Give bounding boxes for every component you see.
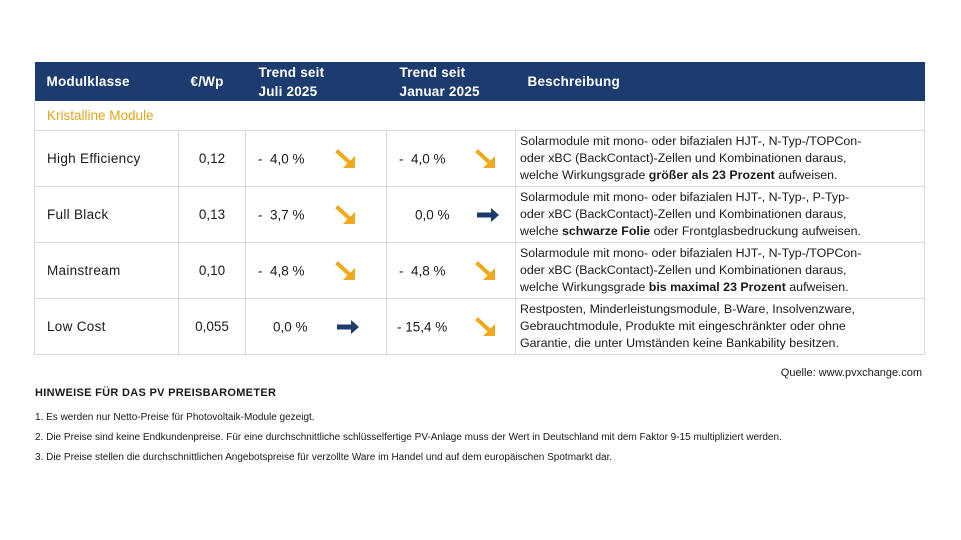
trend-january-cell: [387, 299, 516, 355]
trend-january-value: - 4,8 %: [399, 263, 446, 278]
table-row: [35, 187, 925, 243]
header-trend-july: Trend seit Juli 2025: [246, 62, 387, 101]
notes-title: HINWEISE FÜR DAS PV PREISBAROMETER: [35, 387, 277, 399]
table-row: [35, 243, 925, 299]
description: [516, 131, 925, 187]
trend-july-cell: [246, 187, 387, 243]
arrow-down-right-icon: [335, 205, 359, 225]
trend-july-value: 0,0 %: [273, 319, 308, 334]
section-label: Kristalline Module: [35, 101, 925, 131]
table-row: [35, 131, 925, 187]
trend-july-cell: [246, 299, 387, 355]
arrow-down-right-icon: [475, 317, 499, 337]
description: [516, 299, 925, 355]
description-line: welche Wirkungsgrade bis maximal 23 Prozent aufweisen.: [520, 280, 849, 294]
trend-july-cell: [246, 131, 387, 187]
arrow-down-right-icon: [335, 149, 359, 169]
price-value: 0,055: [179, 299, 246, 355]
table-row: [35, 299, 925, 355]
description-line: oder xBC (BackContact)-Zellen und Kombinationen daraus,: [520, 207, 847, 221]
trend-january-value: - 4,0 %: [399, 151, 446, 166]
arrow-down-right-icon: [335, 261, 359, 281]
price-table: [34, 62, 925, 355]
trend-january-cell: [387, 187, 516, 243]
note-3: 3. Die Preise stellen die durchschnittlichen Angebotspreise für verzollte Ware im Handel und auf dem europäischen Spotmarkt dar.: [35, 452, 613, 463]
arrow-down-right-icon: [475, 149, 499, 169]
trend-january-cell: [387, 243, 516, 299]
description: [516, 243, 925, 299]
arrow-right-icon: [336, 317, 360, 337]
module-class: Full Black: [35, 187, 179, 243]
description-line: Garantie, die unter Umständen keine Bankability besitzen.: [520, 336, 839, 350]
trend-january-cell: [387, 131, 516, 187]
header-class: Modulklasse: [35, 62, 179, 101]
note-2: 2. Die Preise sind keine Endkundenpreise. Für eine durchschnittliche schlüsselfertige PV-Anlage muss der Wert in Deutschland mit dem Faktor 9-15 multipliziert werden.: [35, 432, 782, 443]
trend-january-value: 0,0 %: [415, 207, 450, 222]
arrow-right-icon: [476, 205, 500, 225]
price-value: 0,10: [179, 243, 246, 299]
description-line: Solarmodule mit mono- oder bifazialen HJT-, N-Typ-/TOPCon-: [520, 134, 862, 148]
note-1: 1. Es werden nur Netto-Preise für Photovoltaik-Module gezeigt.: [35, 412, 315, 423]
description-line: Restposten, Minderleistungsmodule, B-Ware, Insolvenzware,: [520, 302, 855, 316]
trend-january-value: - 15,4 %: [397, 319, 448, 334]
price-value: 0,12: [179, 131, 246, 187]
section-row: [35, 101, 925, 131]
header-trend-january: Trend seit Januar 2025: [387, 62, 516, 101]
description-line: welche Wirkungsgrade größer als 23 Prozent aufweisen.: [520, 168, 838, 182]
table-header: [35, 62, 925, 101]
arrow-down-right-icon: [475, 261, 499, 281]
description-line: oder xBC (BackContact)-Zellen und Kombinationen daraus,: [520, 263, 847, 277]
trend-july-value: - 4,0 %: [258, 151, 305, 166]
description-line: Solarmodule mit mono- oder bifazialen HJT-, N-Typ-/TOPCon-: [520, 246, 862, 260]
module-class: Mainstream: [35, 243, 179, 299]
source-text: Quelle: www.pvxchange.com: [780, 367, 922, 379]
header-price: €/Wp: [179, 62, 246, 101]
description-line: Gebrauchtmodule, Produkte mit eingeschränkter oder ohne: [520, 319, 846, 333]
price-value: 0,13: [179, 187, 246, 243]
header-description: Beschreibung: [516, 62, 925, 101]
trend-july-cell: [246, 243, 387, 299]
description-line: oder xBC (BackContact)-Zellen und Kombinationen daraus,: [520, 151, 847, 165]
trend-july-value: - 3,7 %: [258, 207, 305, 222]
description-line: welche schwarze Folie oder Frontglasbedruckung aufweisen.: [520, 224, 861, 238]
module-class: Low Cost: [35, 299, 179, 355]
module-class: High Efficiency: [35, 131, 179, 187]
trend-july-value: - 4,8 %: [258, 263, 305, 278]
description-line: Solarmodule mit mono- oder bifazialen HJT-, N-Typ-, P-Typ-: [520, 190, 850, 204]
description: [516, 187, 925, 243]
